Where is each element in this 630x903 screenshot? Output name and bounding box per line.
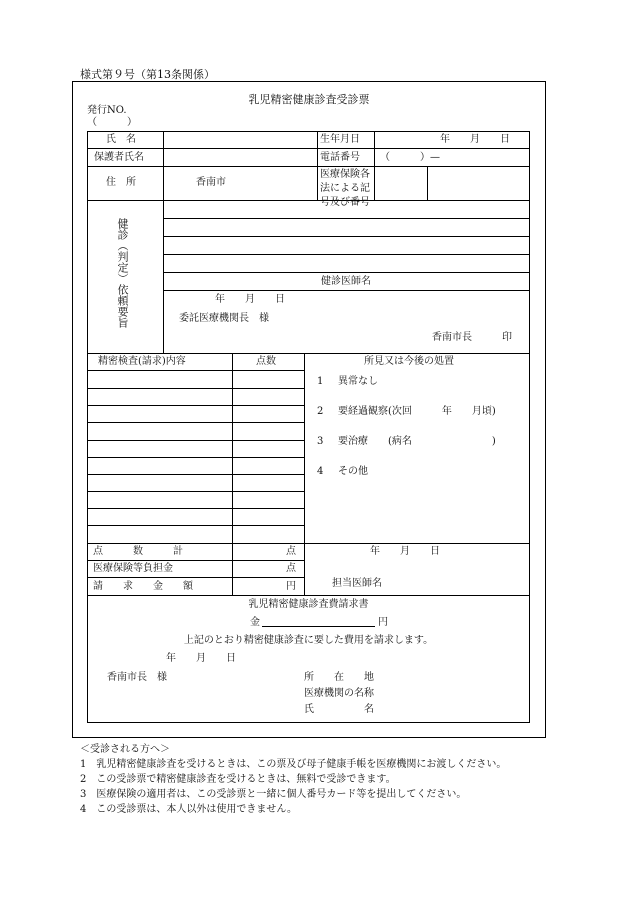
request-addressee: 委託医療機関長 様	[179, 313, 269, 324]
finding-4-num: 4	[317, 466, 324, 477]
findings-header: 所見又は今後の処置	[364, 356, 454, 367]
location-label: 所 在 地	[304, 672, 374, 683]
form-grid	[87, 131, 530, 723]
issue-number-field[interactable]: （ ）	[87, 117, 137, 128]
issue-number	[87, 105, 137, 129]
note-item	[80, 757, 506, 772]
note-4-text: この受診票は、本人以外は使用できません。	[96, 804, 297, 815]
request-vertical-label: 健診（判定）依頼要旨	[116, 218, 129, 328]
doctor-label: 健診医師名	[321, 276, 371, 287]
note-1-text: 乳児精密健康診査を受けるときは、この票及び母子健康手帳を医療機関にお渡しください。	[96, 759, 507, 770]
insurance-burden-label: 医療保険等負担金	[93, 563, 173, 574]
finding-3-text: 要治療 (病名 )	[338, 436, 496, 447]
address-field[interactable]: 香南市	[196, 177, 226, 188]
finding-4-text: その他	[338, 466, 368, 477]
doctor-in-charge-label: 担当医師名	[332, 578, 382, 589]
insurance-label: 医療保険各法による記号及び番号	[320, 169, 370, 208]
note-item	[80, 802, 506, 817]
invoice-statement: 上記のとおり精密健康診査に要した費用を請求します。	[183, 635, 434, 646]
amount-underline[interactable]	[262, 626, 375, 627]
exam-content-header: 精密検査(請求)内容	[98, 356, 186, 367]
insurance-field[interactable]	[431, 172, 526, 196]
institution-label: 医療機関の名称	[304, 688, 374, 699]
name-field[interactable]	[168, 134, 313, 148]
note-3-text: 医療保険の適用者は、この受診票と一緒に個人番号カード等を提出してください。	[96, 789, 467, 800]
note-item	[80, 787, 506, 802]
finding-3-num: 3	[317, 436, 324, 447]
note-2-num: 2	[80, 774, 87, 785]
guardian-label: 保護者氏名	[94, 152, 144, 163]
total-points-unit: 点	[286, 546, 296, 557]
finding-1-num: 1	[317, 376, 324, 387]
invoice-amount-suffix: 円	[378, 617, 388, 628]
invoice-date: 年 月 日	[166, 653, 236, 664]
form-number: 様式第９号（第13条関係）	[80, 68, 215, 81]
exam-sign-date: 年 月 日	[370, 546, 440, 557]
finding-2-num: 2	[317, 406, 324, 417]
finding-1-text: 異常なし	[338, 376, 378, 387]
guardian-field[interactable]	[168, 152, 313, 166]
finding-2-text: 要経過観察(次回 年 月頃)	[338, 406, 496, 417]
seal-mark: 印	[502, 332, 512, 343]
note-2-text: この受診票で精密健康診査を受けるときは、無料で受診できます。	[96, 774, 396, 785]
total-points-label: 点 数 計	[93, 546, 183, 557]
name-label: 氏 名	[106, 134, 136, 145]
invoice-amount-prefix: 金	[250, 617, 260, 628]
insurance-burden-unit: 点	[286, 563, 296, 574]
sheet-title: 乳児精密健康診査受診票	[248, 93, 370, 106]
note-1-num: 1	[80, 759, 87, 770]
invoice-title: 乳児精密健康診査費請求書	[248, 599, 369, 610]
issuer-name: 香南市長	[432, 332, 472, 343]
phone-label: 電話番号	[320, 152, 360, 163]
signer-name-label: 氏 名	[304, 704, 374, 715]
notes-heading: ＜受診される方へ＞	[80, 744, 170, 755]
note-4-num: 4	[80, 804, 87, 815]
dob-label: 生年月日	[320, 134, 360, 145]
invoice-addressee: 香南市長 様	[107, 672, 167, 683]
note-3-num: 3	[80, 789, 87, 800]
note-item	[80, 772, 506, 787]
issue-number-label: 発行NO.	[87, 105, 127, 116]
notes-section	[80, 742, 506, 817]
address-label: 住 所	[106, 177, 136, 188]
request-date: 年 月 日	[215, 294, 285, 305]
dob-field[interactable]: 年 月 日	[440, 134, 510, 145]
claim-amount-unit: 円	[286, 581, 296, 592]
phone-field[interactable]: （ ）—	[380, 152, 440, 163]
points-header: 点数	[256, 356, 276, 367]
claim-amount-label: 請 求 金 額	[93, 581, 193, 592]
